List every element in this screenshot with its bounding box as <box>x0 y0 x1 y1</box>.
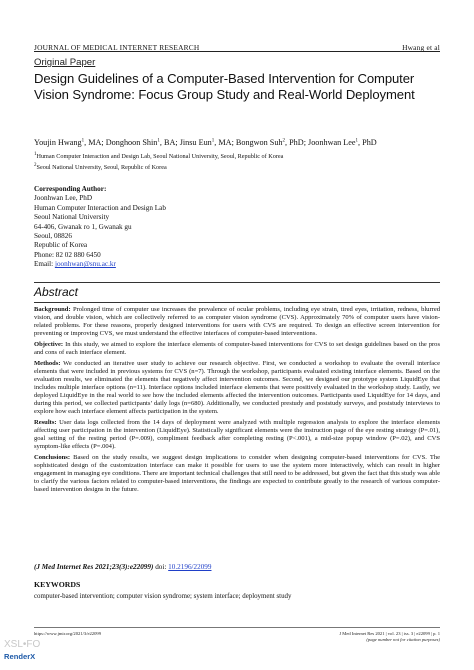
citation-text: (J Med Internet Res 2021;23(3):e22099) <box>34 563 154 571</box>
corr-line: Republic of Korea <box>34 241 88 250</box>
journal-name: JOURNAL OF MEDICAL INTERNET RESEARCH <box>34 43 200 52</box>
abstract-background: Background: Prolonged time of computer use increases the prevalence of ocular problems, including eye strain, tired eyes, irritation, redness, blurred vision, and double vision, which are collectively referred to as computer vision syndrome (CVS). Approximately 70% of computer users have vision-related problems. For these reasons, properly designed interventions for users with CVS are required. To design an effective screen intervention for preventing or improving CVS, we must understand the effective interfaces of computer-based interventions. <box>34 306 440 338</box>
abstract-top-rule <box>34 282 440 283</box>
xslfo-watermark: XSL•FO <box>4 639 41 650</box>
abstract-heading: Abstract <box>34 285 79 299</box>
running-author: Hwang et al <box>402 43 440 52</box>
keywords-text: computer-based intervention; computer vision syndrome; system interface; deployment study <box>34 593 292 600</box>
footer-url: https://www.jmir.org/2021/3/e22099 <box>34 631 101 636</box>
email-link[interactable]: joonhwan@snu.ac.kr <box>54 260 116 269</box>
abstract-results: Results: User data logs collected from the 14 days of deployment were analyzed with multiple regression analysis to explore the interface elements affecting user participation in the intervention (LiquidEye). Statistically significant elements were the instruction page of the eye resting strategy (P=.01), goal setting of the resting period (P=.009), compliment feedback after completing resting (P<.001), a mid-size popup window (P=.02), and CVS symptom-like effects (P=.004). <box>34 418 440 450</box>
article-type: Original Paper <box>34 57 96 68</box>
author: Joonhwan Lee$^1$, PhD <box>308 138 377 147</box>
author: Youjin Hwang$^1$, MA; <box>34 138 106 147</box>
corr-line: Seoul National University <box>34 213 110 222</box>
author: Donghoon Shin$^1$, BA; <box>105 138 180 147</box>
abstract-objective: Objective: In this study, we aimed to explore the interface elements of computer-based interventions for CVS to set design guidelines based on the pros and cons of each interface element. <box>34 340 440 356</box>
abstract-methods: Methods: We conducted an iterative user study to achieve our research objective. First, we conducted a workshop to evaluate the overall interface elements that were included in previous systems for CVS (n=7). Through the workshop, participants evaluated existing interface elements. Based on the evaluation results, we eliminated the elements that negatively affect intervention outcomes. Second, we designed our prototype system LiquidEye that includes multiple interface options (n=11). Interface options included interface elements that were positively evaluated in the workshop study. Lastly, we deployed LiquidEye in the real world to see how the included elements affected the intervention outcomes. Participants used LiquidEye for 14 days, and during this period, we collected participants’ daily logs (n=680). Additionally, we conducted prestudy and poststudy surveys, and poststudy interviews to explore how each interface element affects participation in the system. <box>34 359 440 416</box>
corr-line: 64-406, Gwanak ro 1, Gwanak gu <box>34 222 132 231</box>
abstract-body <box>34 306 440 497</box>
header-rule <box>34 51 440 52</box>
footer-page-info: J Med Internet Res 2021 | vol. 23 | iss. 3 | e22099 | p. 1 (page number not for citation purposes) <box>339 631 440 642</box>
corr-line: Joonhwan Lee, PhD <box>34 194 93 203</box>
footer-rule <box>34 627 440 628</box>
author-list <box>34 138 444 148</box>
affiliation: $^1$Human Computer Interaction and Design Lab, Seoul National University, Seoul, Republic of Korea <box>34 151 284 160</box>
doi-link[interactable]: 10.2196/22099 <box>168 563 212 571</box>
corr-line: Phone: 82 02 880 6450 <box>34 250 101 259</box>
abstract-conclusions: Conclusions: Based on the study results, we suggest design implications to consider when designing computer-based interventions for CVS. The sophisticated design of the customization interface can make it possible for users to use the system more interactively, which can result in higher engagement in managing eye conditions. There are important technical challenges that still need to be addressed, but given the fact that this study was able to clarify the various factors related to computer-based interventions, the findings are expected to contribute greatly to the research of various computer-based intervention designs in the future. <box>34 453 441 493</box>
corresponding-author <box>34 185 166 270</box>
citation-line: (J Med Internet Res 2021;23(3):e22099) doi: 10.2196/22099 <box>34 563 212 571</box>
corr-line: Seoul, 08826 <box>34 232 72 241</box>
corresponding-label: Corresponding Author: <box>34 185 107 193</box>
author: Jinsu Eun$^1$, MA; <box>179 138 236 147</box>
corr-line: Human Computer Interaction and Design Lab <box>34 203 166 212</box>
paper-title: Design Guidelines of a Computer-Based Intervention for Computer Vision Syndrome: Focus Group Study and Real-World Deployment <box>34 71 415 103</box>
author: Bongwon Suh$^2$, PhD; <box>235 138 309 147</box>
keywords-heading: KEYWORDS <box>34 580 81 589</box>
abstract-heading-rule <box>34 302 440 303</box>
running-header <box>34 38 440 52</box>
corr-email-line: Email: joonhwan@snu.ac.kr <box>34 260 116 269</box>
renderx-logo: RenderX <box>4 652 36 661</box>
affiliation: $^2$Seoul National University, Seoul, Republic of Korea <box>34 162 167 171</box>
